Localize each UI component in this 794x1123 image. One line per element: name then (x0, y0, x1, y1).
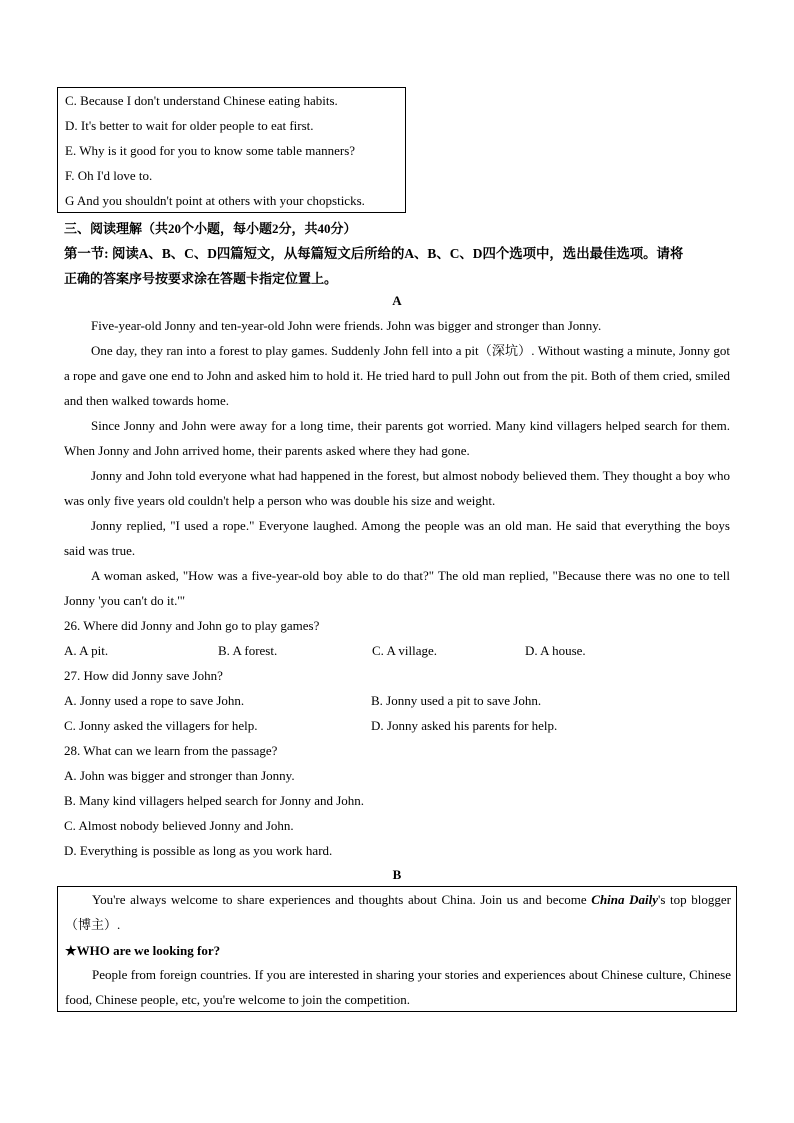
options-box (57, 87, 406, 213)
who-heading: ★WHO are we looking for? (65, 943, 221, 958)
section-instruction-line1: 第一节: 阅读A、B、C、D四篇短文，从每篇短文后所给的A、B、C、D四个选项中，选出最佳选项。请将 (64, 246, 684, 261)
question-26-option-b: B. A forest. (218, 643, 278, 658)
passage-a-paragraph-5: Jonny replied, "I used a rope." Everyone laughed. Among the people was an old man. He said that everything the boys said was true. (64, 518, 730, 558)
who-paragraph: People from foreign countries. If you are interested in sharing your stories and experiences about Chinese culture, Chinese food, Chinese people, etc, you're welcome to join the competition. (65, 967, 731, 1007)
option-d: D. It's better to wait for older people to eat first. (65, 118, 314, 133)
question-26-stem: 26. Where did Jonny and John go to play games? (64, 618, 320, 633)
question-28-option-b: B. Many kind villagers helped search for Jonny and John. (64, 793, 365, 808)
passage-b-intro: You're always welcome to share experiences and thoughts about China. Join us and become China Daily's top blogger（博主）. (65, 892, 731, 932)
question-28-option-c: C. Almost nobody believed Jonny and John. (64, 818, 294, 833)
passage-a-paragraph-4: Jonny and John told everyone what had happened in the forest, but almost nobody believed them. They thought a boy who was only five years old couldn't help a person who was double his size and weight. (64, 468, 730, 508)
question-27-option-c: C. Jonny asked the villagers for help. (64, 718, 258, 733)
passage-a-paragraph-6: A woman asked, "How was a five-year-old boy able to do that?" The old man replied, "Because there was no one to tell Jonny 'you can't do it.'" (64, 568, 730, 608)
passage-a-paragraph-1: Five-year-old Jonny and ten-year-old John were friends. John was bigger and stronger than Jonny. (91, 318, 602, 333)
question-28-stem: 28. What can we learn from the passage? (64, 743, 278, 758)
option-f: F. Oh I'd love to. (65, 168, 153, 183)
question-26-option-d: D. A house. (525, 643, 586, 658)
question-28-option-a: A. John was bigger and stronger than Jonny. (64, 768, 295, 783)
question-27-stem: 27. How did Jonny save John? (64, 668, 223, 683)
passage-a-paragraph-2: One day, they ran into a forest to play games. Suddenly John fell into a pit（深坑）. Without wasting a minute, Jonny got a rope and gave one end to John and asked him to hold it. He tried hard to pull John out from the pit. Both of them cried, smiled and then walked towards home. (64, 343, 730, 408)
question-26-option-a: A. A pit. (64, 643, 109, 658)
question-27-option-d: D. Jonny asked his parents for help. (371, 718, 558, 733)
section-heading: 三、阅读理解（共20个小题，每小题2分，共40分） (64, 221, 357, 236)
question-28-option-d: D. Everything is possible as long as you work hard. (64, 843, 333, 858)
passage-a-label: A (392, 293, 402, 308)
section-instruction-line2: 正确的答案序号按要求涂在答题卡指定位置上。 (64, 271, 338, 286)
option-g: G And you shouldn't point at others with your chopsticks. (65, 193, 365, 208)
option-c: C. Because I don't understand Chinese eating habits. (65, 93, 338, 108)
question-26-option-c: C. A village. (372, 643, 437, 658)
china-daily-brand: China Daily (591, 892, 659, 907)
option-e: E. Why is it good for you to know some table manners? (65, 143, 356, 158)
passage-b-label: B (392, 867, 402, 882)
passage-b-box (57, 886, 737, 1012)
question-27-option-a: A. Jonny used a rope to save John. (64, 693, 245, 708)
passage-a-paragraph-3: Since Jonny and John were away for a long time, their parents got worried. Many kind villagers helped search for them. When Jonny and John arrived home, their parents asked where they had gone. (64, 418, 730, 458)
question-27-option-b: B. Jonny used a pit to save John. (371, 693, 542, 708)
